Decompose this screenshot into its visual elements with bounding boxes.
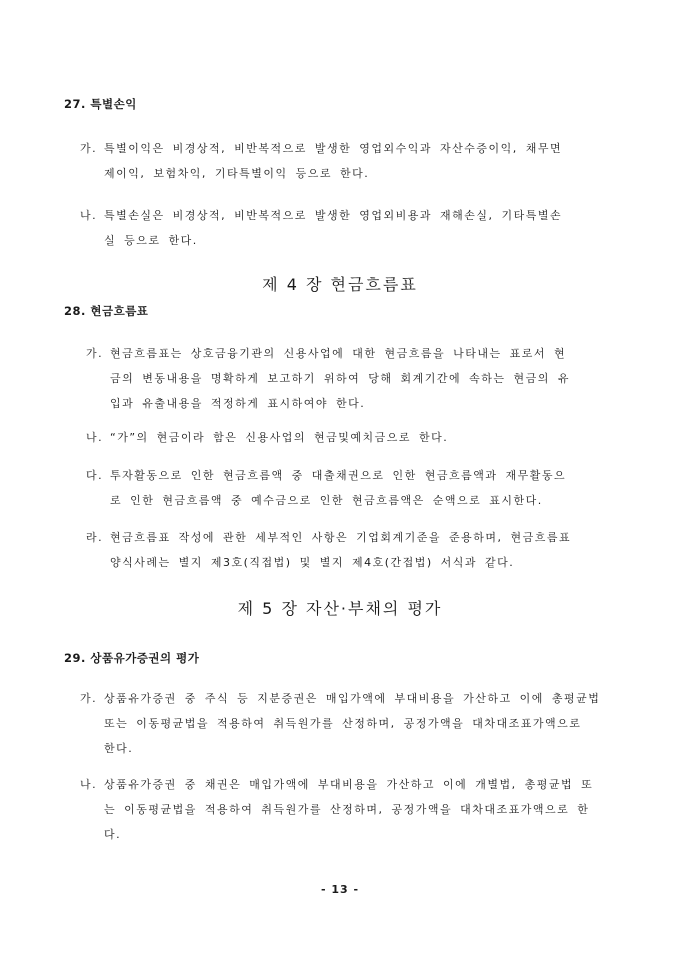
item-line: 한다. xyxy=(104,742,134,755)
item-line: 특별이익은 비경상적, 비반복적으로 발생한 영업외수익과 자산수증이익, 채무면 xyxy=(104,142,563,155)
section-heading-29: 29. 상품유가증권의 평가 xyxy=(64,651,200,665)
section-heading-28: 28. 현금흐름표 xyxy=(64,304,149,318)
item-marker: 나. xyxy=(80,778,98,791)
page-number: - 13 - xyxy=(320,883,360,896)
item-line: 투자활동으로 인한 현금흐름액 중 대출채권으로 인한 현금흐름액과 재무활동으 xyxy=(110,469,567,482)
item-line: 상품유가증권 중 주식 등 지분증권은 매입가액에 부대비용을 가산하고 이에 총평균법 xyxy=(104,692,601,705)
item-marker: 가. xyxy=(86,347,104,360)
item-line: 현금흐름표는 상호금융기관의 신용사업에 대한 현금흐름을 나타내는 표로서 현 xyxy=(110,347,567,360)
item-line: 실 등으로 한다. xyxy=(104,234,198,247)
item-line: 상품유가증권 중 채권은 매입가액에 부대비용을 가산하고 이에 개별법, 총평균법 또 xyxy=(104,778,594,791)
item-line: 금의 변동내용을 명확하게 보고하기 위하여 당해 회계기간에 속하는 현금의 유 xyxy=(110,372,570,385)
item-line: 로 인한 현금흐름액 중 예수금으로 인한 현금흐름액은 순액으로 표시한다. xyxy=(110,494,543,507)
item-line: 현금흐름표 작성에 관한 세부적인 사항은 기업회계기준을 준용하며, 현금흐름표 xyxy=(110,531,572,544)
item-marker: 가. xyxy=(80,142,98,155)
item-line: 양식사례는 별지 제3호(직접법) 및 별지 제4호(간접법) 서식과 같다. xyxy=(110,556,515,569)
item-line: 특별손실은 비경상적, 비반복적으로 발생한 영업외비용과 재해손실, 기타특별손 xyxy=(104,209,563,222)
item-line: 제이익, 보험차익, 기타특별이익 등으로 한다. xyxy=(104,167,370,180)
section-heading-27: 27. 특별손익 xyxy=(64,97,137,111)
item-line: 또는 이동평균법을 적용하여 취득원가를 산정하며, 공정가액을 대차대조표가액으로 xyxy=(104,717,582,730)
item-marker: 나. xyxy=(86,431,104,444)
item-line: 입과 유출내용을 적정하게 표시하여야 한다. xyxy=(110,397,366,410)
item-line: 는 이동평균법을 적용하여 취득원가를 산정하며, 공정가액을 대차대조표가액으로 한 xyxy=(104,803,590,816)
item-marker: 라. xyxy=(86,531,104,544)
item-marker: 나. xyxy=(80,209,98,222)
item-marker: 다. xyxy=(86,469,104,482)
item-line: 다. xyxy=(104,828,122,841)
chapter-title-5: 제 5 장 자산·부채의 평가 xyxy=(237,599,443,618)
item-marker: 가. xyxy=(80,692,98,705)
item-line: “가”의 현금이라 함은 신용사업의 현금및예치금으로 한다. xyxy=(110,431,449,444)
chapter-title-4: 제 4 장 현금흐름표 xyxy=(262,275,418,294)
